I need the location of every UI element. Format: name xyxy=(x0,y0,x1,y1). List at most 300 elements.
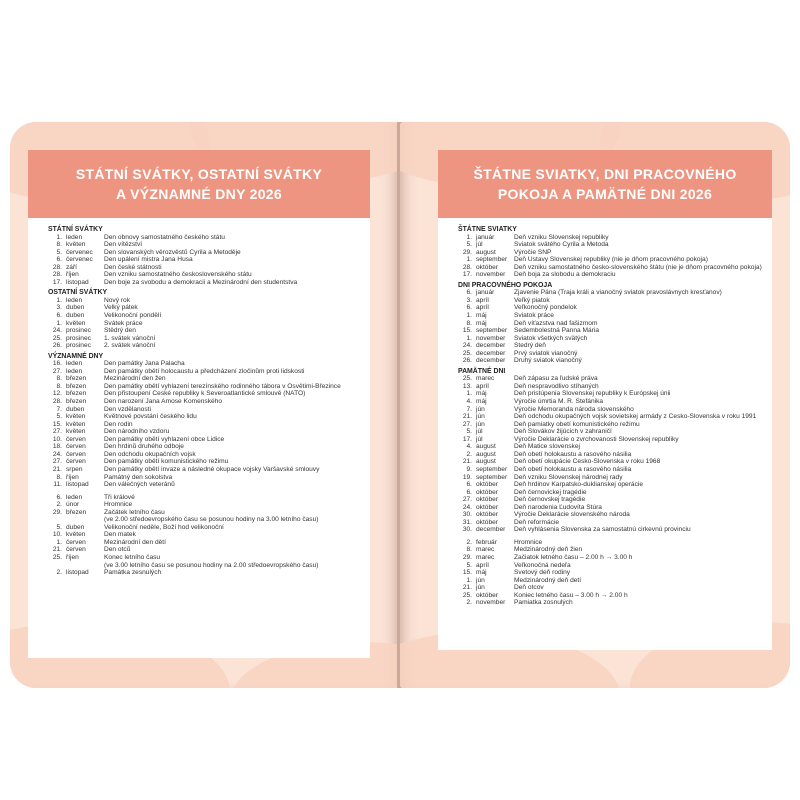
month: listopad xyxy=(66,278,89,286)
holiday-name: Den památky obětí vyhlazení terezínského rodinného tábora v Osvětimi-Březince xyxy=(104,382,341,390)
month: jún xyxy=(476,576,485,584)
holiday-name: Mezinárodní den dětí xyxy=(104,538,166,546)
day: 21. xyxy=(462,584,472,592)
day: 1. xyxy=(466,312,472,320)
day: 8. xyxy=(466,319,472,327)
holiday-name: Druhý sviatok vianočný xyxy=(514,357,582,365)
month: duben xyxy=(66,304,85,312)
list-item xyxy=(458,406,764,414)
holiday-name: Deň obetí holokaustu a rasového násilia xyxy=(514,465,632,473)
month: únor xyxy=(66,501,80,509)
day: 5. xyxy=(466,241,472,249)
list-item xyxy=(48,546,362,554)
day: 1. xyxy=(56,233,62,241)
list-item xyxy=(48,234,362,242)
holiday-name: Nový rok xyxy=(104,296,131,304)
list-item xyxy=(48,256,362,264)
day: 6. xyxy=(56,256,62,264)
holiday-list xyxy=(438,218,772,607)
section-title: DNI PRACOVNÉHO POKOJA xyxy=(458,281,553,289)
month: október xyxy=(476,488,498,496)
list-item xyxy=(458,496,764,504)
day: 27. xyxy=(52,367,62,375)
day: 24. xyxy=(462,342,472,350)
month: květen xyxy=(66,531,86,539)
holiday-name: Den vítězství xyxy=(104,241,143,249)
day: 2. xyxy=(466,450,472,458)
list-item xyxy=(48,516,362,524)
day: 21. xyxy=(52,546,62,554)
day: 21. xyxy=(462,413,472,421)
day: 27. xyxy=(52,458,62,466)
day: 29. xyxy=(462,248,472,256)
month: leden xyxy=(66,367,83,375)
day xyxy=(48,562,66,570)
holiday-name: Výročie SNP xyxy=(514,248,552,256)
list-item xyxy=(458,489,764,497)
day: 5. xyxy=(466,428,472,436)
month: október xyxy=(476,518,498,526)
day: 6. xyxy=(56,493,62,501)
day: 24. xyxy=(52,450,62,458)
day: 25. xyxy=(52,334,62,342)
list-item xyxy=(48,312,362,320)
holiday-name: Sviatok práce xyxy=(514,312,554,320)
month: jún xyxy=(476,405,485,413)
list-item xyxy=(458,390,764,398)
day: 1. xyxy=(56,538,62,546)
month: november xyxy=(476,334,506,342)
day: 1. xyxy=(466,390,472,398)
list-item xyxy=(48,539,362,547)
month: červen xyxy=(66,443,86,451)
holiday-name: (ve 3.00 letního času se posunou hodiny na 2.00 středoevropského času) xyxy=(104,561,319,569)
day: 8. xyxy=(466,546,472,554)
day: 30. xyxy=(462,526,472,534)
month: december xyxy=(476,526,506,534)
day: 29. xyxy=(462,553,472,561)
holiday-list-cz xyxy=(28,218,370,658)
list-item xyxy=(458,342,764,350)
month: červen xyxy=(66,450,86,458)
list-item xyxy=(458,599,764,607)
holiday-name: (ve 2.00 středoevropského času se posunou hodiny na 3.00 letního času) xyxy=(104,516,319,524)
day: 28. xyxy=(52,398,62,406)
list-item xyxy=(48,320,362,328)
day: 25. xyxy=(462,375,472,383)
day: 17. xyxy=(462,271,472,279)
list-item xyxy=(48,569,362,577)
month: máj xyxy=(476,319,487,327)
day: 24. xyxy=(462,503,472,511)
holiday-name: Památný den sokolstva xyxy=(104,473,173,481)
holiday-name: Hromnice xyxy=(514,538,543,546)
list-item xyxy=(458,297,764,305)
month: leden xyxy=(66,360,83,368)
list-item xyxy=(48,509,362,517)
month: červen xyxy=(66,546,86,554)
holiday-name: Sviatok všetkých svätých xyxy=(514,334,588,342)
list-item xyxy=(458,436,764,444)
month: október xyxy=(476,503,498,511)
month: červenec xyxy=(66,256,93,264)
day: 17. xyxy=(52,278,62,286)
day: 1. xyxy=(466,256,472,264)
holiday-name: Velký pátek xyxy=(104,304,138,312)
day: 7. xyxy=(56,405,62,413)
list-item xyxy=(458,539,764,547)
list-item xyxy=(458,350,764,358)
list-item xyxy=(48,390,362,398)
day: 12. xyxy=(52,390,62,398)
holiday-name: Prvý sviatok vianočný xyxy=(514,349,578,357)
month: máj xyxy=(476,569,487,577)
holiday-name: Den narození Jana Amose Komenského xyxy=(104,398,223,406)
day: 1. xyxy=(466,233,472,241)
day: 1. xyxy=(56,319,62,327)
month: srpen xyxy=(66,465,83,473)
day: 1. xyxy=(466,576,472,584)
day: 24. xyxy=(52,327,62,335)
day: 3. xyxy=(466,296,472,304)
month: leden xyxy=(66,493,83,501)
list-item xyxy=(48,241,362,249)
month: březen xyxy=(66,508,87,516)
month: jún xyxy=(476,413,485,421)
day: 6. xyxy=(56,312,62,320)
list-item xyxy=(48,383,362,391)
list-item xyxy=(48,360,362,368)
section-title: VÝZNAMNÉ DNY xyxy=(48,352,104,360)
month: říjen xyxy=(66,553,79,561)
list-item xyxy=(458,504,764,512)
day: 19. xyxy=(462,473,472,481)
holiday-name: 2. svátek vánoční xyxy=(104,342,156,350)
list-item xyxy=(458,554,764,562)
list-item xyxy=(48,428,362,436)
list-item xyxy=(48,264,362,272)
holiday-name: Veľkonočný pondelok xyxy=(514,304,577,312)
page-title-cz: STÁTNÍ SVÁTKY, OSTATNÍ SVÁTKY A VÝZNAMNÉ DNY 2026 xyxy=(28,150,370,218)
list-item xyxy=(458,443,764,451)
day: 11. xyxy=(53,481,62,489)
section-title: PAMÄTNÉ DNI xyxy=(458,367,506,375)
month: apríl xyxy=(476,382,489,390)
right-page xyxy=(400,122,790,688)
holiday-name: Mezinárodní den žen xyxy=(104,375,166,383)
day: 21. xyxy=(462,458,472,466)
list-item xyxy=(458,241,764,249)
list-item xyxy=(458,249,764,257)
list-item xyxy=(48,327,362,335)
day: 10. xyxy=(52,531,62,539)
holiday-name: Sedembolestná Panna Mária xyxy=(514,327,600,335)
day: 31. xyxy=(462,518,472,526)
holiday-name: Svetový deň rodiny xyxy=(514,569,571,577)
list-item xyxy=(48,524,362,532)
month: október xyxy=(476,263,498,271)
month: červenec xyxy=(66,248,93,256)
month: máj xyxy=(476,398,487,406)
holiday-name: Den památky obětí vyhlazení obce Lidice xyxy=(104,435,225,443)
holiday-name: Deň vyhlásenia Slovenska za samostatnú cirkevnú provinciu xyxy=(514,526,691,534)
day: 7. xyxy=(466,405,472,413)
holiday-name: Den přistoupení České republiky k Severoatlantické smlouvě (NATO) xyxy=(104,390,306,398)
month: březen xyxy=(66,390,87,398)
list-item xyxy=(458,304,764,312)
holiday-name: Deň obetí holokaustu a rasového násilia xyxy=(514,450,632,458)
day: 5. xyxy=(56,413,62,421)
list-item xyxy=(458,271,764,279)
month: listopad xyxy=(66,481,89,489)
list-item xyxy=(458,592,764,600)
list-item xyxy=(48,413,362,421)
holiday-name: Den hrdinů druhého odboje xyxy=(104,443,184,451)
holiday-name: Deň černovickej tragédie xyxy=(514,488,587,496)
month: jún xyxy=(476,584,485,592)
month: december xyxy=(476,349,506,357)
day: 5. xyxy=(466,561,472,569)
month: březen xyxy=(66,382,87,390)
holiday-name: Deň narodenia Ľudovíta Štúra xyxy=(514,503,602,511)
month: február xyxy=(476,538,497,546)
holiday-list xyxy=(28,218,370,577)
month: leden xyxy=(66,296,83,304)
day: 6. xyxy=(466,488,472,496)
list-item xyxy=(48,398,362,406)
holiday-name: Deň černovskej tragédie xyxy=(514,496,586,504)
holiday-name: 1. svátek vánoční xyxy=(104,334,156,342)
section-title: OSTATNÍ SVÁTKY xyxy=(48,289,108,297)
list-item xyxy=(48,279,362,287)
day: 15. xyxy=(52,420,62,428)
month xyxy=(66,562,104,570)
holiday-name: Den památky obětí invaze a následné okupace vojsky Varšavské smlouvy xyxy=(104,465,320,473)
day: 2. xyxy=(56,501,62,509)
month: leden xyxy=(66,233,83,241)
month: máj xyxy=(476,390,487,398)
holiday-name: Konec letního času xyxy=(104,553,161,561)
month: marec xyxy=(476,375,495,383)
holiday-name: Den válečných veteránů xyxy=(104,481,175,489)
holiday-name: Den rodin xyxy=(104,420,133,428)
list-item xyxy=(48,406,362,414)
holiday-name: Velikonoční neděle, Boží hod velikonoční xyxy=(104,523,224,531)
day: 2. xyxy=(56,569,62,577)
month: červen xyxy=(66,458,86,466)
list-item xyxy=(48,335,362,343)
holiday-name: Deň hrdinov Karpatsko-duklianskej operácie xyxy=(514,481,644,489)
day: 29. xyxy=(52,508,62,516)
holiday-name: Výročie úmrtia M. R. Štefánika xyxy=(514,398,604,406)
list-item xyxy=(48,501,362,509)
holiday-name: Veľkonočná nedeľa xyxy=(514,561,571,569)
list-item xyxy=(458,511,764,519)
list-item xyxy=(458,289,764,297)
holiday-name: Deň vzniku Slovenskej republiky xyxy=(514,233,609,241)
list-item xyxy=(458,375,764,383)
list-item xyxy=(458,335,764,343)
day: 10. xyxy=(52,435,62,443)
list-item xyxy=(458,234,764,242)
holiday-name: Deň odchodu okupačných vojsk sovietskej armády z Česko-Slovenska v roku 1991 xyxy=(514,413,757,421)
list-item xyxy=(48,554,362,562)
list-item xyxy=(458,458,764,466)
list-item xyxy=(458,357,764,365)
holiday-name: Deň zápasu za ľudské práva xyxy=(514,375,598,383)
holiday-name: Den vzniku samostatného československého státu xyxy=(104,271,252,279)
day: 21. xyxy=(52,465,62,473)
day: 5. xyxy=(56,523,62,531)
day xyxy=(48,516,66,524)
day: 28. xyxy=(52,271,62,279)
month: březen xyxy=(66,398,87,406)
page-title-sk: ŠTÁTNE SVIATKY, DNI PRACOVNÉHO POKOJA A PAMÄTNÉ DNI 2026 xyxy=(438,150,772,218)
holiday-name: Koniec letného času – 3.00 h → 2.00 h xyxy=(514,591,628,599)
holiday-name: Sviatok svätého Cyrila a Metoda xyxy=(514,241,609,249)
day: 27. xyxy=(462,496,472,504)
month: august xyxy=(476,248,496,256)
month: září xyxy=(66,263,77,271)
month: březen xyxy=(66,375,87,383)
holiday-name: Medzinárodný deň detí xyxy=(514,576,582,584)
holiday-name: Výročie Memoranda národa slovenského xyxy=(514,405,634,413)
month: júl xyxy=(476,435,483,443)
month: október xyxy=(476,591,498,599)
list-item xyxy=(48,494,362,502)
month: říjen xyxy=(66,473,79,481)
list-item xyxy=(458,398,764,406)
day: 8. xyxy=(56,382,62,390)
list-item xyxy=(48,451,362,459)
month: duben xyxy=(66,312,85,320)
list-item xyxy=(458,312,764,320)
holiday-name: Tři králové xyxy=(104,493,135,501)
day: 4. xyxy=(466,443,472,451)
list-item xyxy=(48,474,362,482)
holiday-name: Den národního vzdoru xyxy=(104,428,170,436)
holiday-name: Den památky obětí komunistického režimu xyxy=(104,458,229,466)
day: 16. xyxy=(52,360,62,368)
month: október xyxy=(476,511,498,519)
holiday-name: Den boje za svobodu a demokracii a Mezinárodní den studentstva xyxy=(104,278,298,286)
list-item xyxy=(458,466,764,474)
holiday-name: Den památky obětí holocaustu a předcházení zločinům proti lidskosti xyxy=(104,367,305,375)
day: 3. xyxy=(56,304,62,312)
holiday-name: Deň Ústavy Slovenskej republiky (nie je dňom pracovného pokoja) xyxy=(514,256,708,264)
holiday-name: Deň boja za slobodu a demokraciu xyxy=(514,271,616,279)
month: květen xyxy=(66,413,86,421)
holiday-name: Deň vzniku Slovenskej národnej rady xyxy=(514,473,623,481)
month: říjen xyxy=(66,271,79,279)
list-item xyxy=(458,526,764,534)
list-item xyxy=(458,256,764,264)
day: 17. xyxy=(462,435,472,443)
month: január xyxy=(476,289,495,297)
month: august xyxy=(476,458,496,466)
month: november xyxy=(476,599,506,607)
list-item xyxy=(48,368,362,376)
day: 30. xyxy=(462,511,472,519)
month: júl xyxy=(476,428,483,436)
holiday-name: Zjavenie Pána (Traja králi a vianočný sviatok pravoslávnych kresťanov) xyxy=(514,289,722,297)
list-item xyxy=(458,320,764,328)
day: 15. xyxy=(462,327,472,335)
holiday-name: Deň nespravodlivo stíhaných xyxy=(514,382,599,390)
holiday-name: Den české státnosti xyxy=(104,263,162,271)
day: 1. xyxy=(466,334,472,342)
list-item xyxy=(458,383,764,391)
month: september xyxy=(476,256,508,264)
holiday-name: Velikonoční pondělí xyxy=(104,312,162,320)
list-item xyxy=(48,249,362,257)
month: máj xyxy=(476,312,487,320)
holiday-name: Deň víťazstva nad fašizmom xyxy=(514,319,598,327)
holiday-name: Den slovanských věrozvěstů Cyrila a Metoděje xyxy=(104,248,241,256)
month: listopad xyxy=(66,569,89,577)
month: október xyxy=(476,481,498,489)
day: 6. xyxy=(466,304,472,312)
month: september xyxy=(476,465,508,473)
list-item xyxy=(458,421,764,429)
list-item xyxy=(48,271,362,279)
holiday-list-sk xyxy=(438,218,772,650)
day: 8. xyxy=(56,473,62,481)
holiday-name: Pamiatka zosnulých xyxy=(514,599,573,607)
holiday-name: Začátek letního času xyxy=(104,508,165,516)
month: august xyxy=(476,450,496,458)
holiday-name: Deň pamiatky obetí komunistického režimu xyxy=(514,420,640,428)
day: 27. xyxy=(52,428,62,436)
list-item xyxy=(48,458,362,466)
list-item xyxy=(458,264,764,272)
day: 27. xyxy=(462,420,472,428)
list-item xyxy=(48,481,362,489)
month: apríl xyxy=(476,304,489,312)
day: 2. xyxy=(466,538,472,546)
day: 6. xyxy=(466,289,472,297)
section-title: STÁTNÍ SVÁTKY xyxy=(48,226,103,233)
holiday-name: Deň obetí okupácie Česko-Slovenska v roku 1968 xyxy=(514,458,661,466)
list-item xyxy=(48,443,362,451)
list-item xyxy=(458,413,764,421)
day: 26. xyxy=(52,342,62,350)
month: október xyxy=(476,496,498,504)
list-item xyxy=(48,304,362,312)
month: september xyxy=(476,473,508,481)
list-item xyxy=(458,481,764,489)
month: august xyxy=(476,443,496,451)
month: prosinec xyxy=(66,342,91,350)
list-item xyxy=(458,327,764,335)
list-item xyxy=(48,436,362,444)
holiday-name: Deň Slovákov žijúcich v zahraničí xyxy=(514,428,612,436)
month: květen xyxy=(66,420,86,428)
month: marec xyxy=(476,546,495,554)
day: 13. xyxy=(462,382,472,390)
day: 18. xyxy=(52,443,62,451)
holiday-name: Výročie Deklarácie slovenského národa xyxy=(514,511,630,519)
day: 25. xyxy=(52,553,62,561)
month: prosinec xyxy=(66,327,91,335)
month: duben xyxy=(66,523,85,531)
holiday-name: Štedrý deň xyxy=(514,342,546,350)
day: 9. xyxy=(466,465,472,473)
day: 8. xyxy=(56,241,62,249)
list-item xyxy=(458,562,764,570)
list-item xyxy=(458,519,764,527)
day: 4. xyxy=(466,398,472,406)
